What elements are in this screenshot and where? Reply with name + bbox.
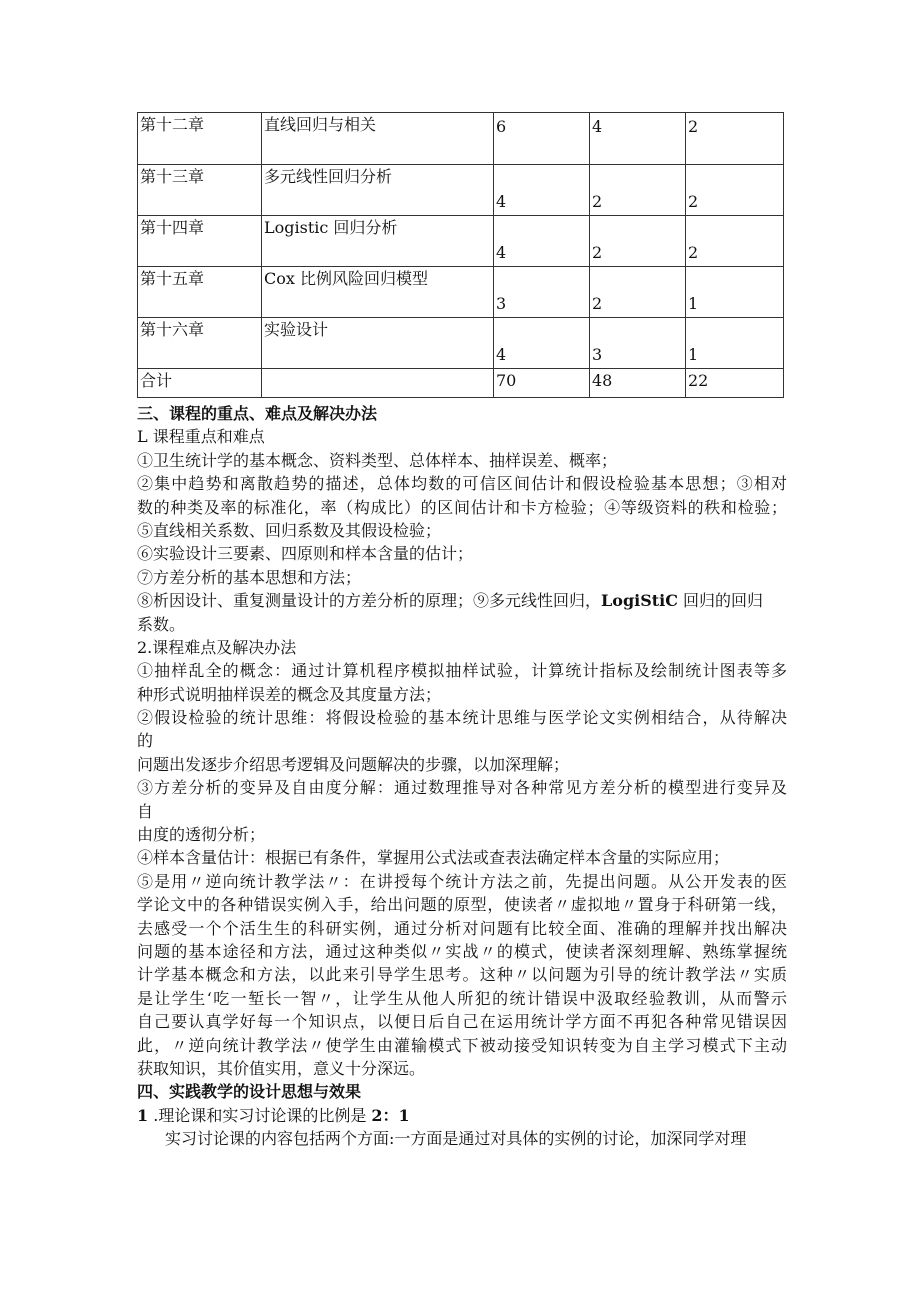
hours-total-cell: 6	[494, 113, 590, 165]
document-body	[137, 402, 787, 1151]
paragraph-line: 实习讨论课的内容包括两个方面:一方面是通过对具体的实例的讨论，加深同学对理	[165, 1129, 747, 1149]
subheading-ratio	[137, 1104, 787, 1127]
paragraph-line: 种形式说明抽样误差的概念及其度量方法；	[137, 684, 442, 704]
paragraph-line: ②集中趋势和离散趋势的描述，总体均数的可信区间估计和假设检验基本思想；③相对	[137, 474, 787, 494]
paragraph-line: 去感受一个个活生生的科研实例，通过分析对问题有比较全面、准确的理解并找出解决	[137, 918, 787, 938]
ratio-value: 2：1	[371, 1105, 410, 1125]
paragraph-line: 自	[137, 801, 154, 821]
paragraph-line: ②假设检验的统计思维：将假设检验的基本统计思维与医学论文实例相结合，从待解决	[137, 708, 787, 728]
paragraph-line: 数的种类及率的标准化，率（构成比）的区间估计和卡方检验；④等级资料的秩和检验；	[137, 497, 787, 517]
title-cell: 多元线性回归分析	[262, 165, 494, 216]
table-row	[138, 267, 784, 318]
hours-total-cell: 4	[494, 318, 590, 369]
total-hours-cell: 70	[494, 369, 590, 398]
paragraph-line: 是让学生‘吃一堑长一智〃，让学生从他人所犯的统计错误中汲取经验教训，从而警示	[137, 988, 787, 1008]
title-cell: 实验设计	[262, 318, 494, 369]
paragraph-line: ①抽样乱全的概念：通过计算机程序模拟抽样试验，计算统计指标及绘制统计图表等多	[137, 661, 787, 681]
hours-total-cell: 4	[494, 216, 590, 267]
paragraph-line: ①卫生统计学的基本概念、资料类型、总体样本、抽样误差、概率；	[137, 450, 618, 470]
hours-practice-cell: 1	[686, 318, 784, 369]
table-total-row	[138, 369, 784, 398]
text-span: 回归的回归	[677, 591, 764, 611]
hours-theory-cell: 2	[590, 267, 686, 318]
hours-theory-cell: 2	[590, 216, 686, 267]
table-row	[138, 318, 784, 369]
chapter-cell: 第十三章	[138, 165, 262, 216]
list-number: 1	[137, 1105, 149, 1125]
chapter-cell: 第十二章	[138, 113, 262, 165]
paragraph-line: ⑥实验设计三要素、四原则和样本含量的估计；	[137, 544, 474, 564]
hours-practice-cell: 2	[686, 216, 784, 267]
section-heading-4: 四、实践教学的设计思想与效果	[137, 1082, 362, 1102]
section-heading-3: 三、课程的重点、难点及解决办法	[137, 404, 378, 423]
paragraph-line: 计学基本概念和方法，以此来引导学生思考。这种〃以问题为引导的统计教学法〃实质	[137, 965, 787, 985]
paragraph-line: ④样本含量估计：根据已有条件，掌握用公式法或查表法确定样本含量的实际应用；	[137, 848, 730, 868]
total-theory-cell: 48	[590, 369, 686, 398]
paragraph-line: 学论文中的各种错误实例入手，给出问题的原型，使读者〃虚拟地〃置身于科研第一线，	[137, 895, 787, 915]
paragraph-line: ⑦方差分析的基本思想和方法；	[137, 567, 362, 587]
hours-total-cell: 4	[494, 165, 590, 216]
chapter-cell: 第十四章	[138, 216, 262, 267]
subheading-key-points: L 课程重点和难点	[137, 427, 265, 447]
hours-practice-cell: 1	[686, 267, 784, 318]
paragraph-line	[137, 589, 787, 612]
hours-theory-cell: 2	[590, 165, 686, 216]
subheading-difficulties: 2.课程难点及解决办法	[137, 637, 297, 657]
hours-practice-cell: 2	[686, 165, 784, 216]
title-cell: 直线回归与相关	[262, 113, 494, 165]
table-row	[138, 113, 784, 165]
paragraph-line: ⑤是用〃逆向统计教学法〃：在讲授每个统计方法之前，先提出问题。从公开发表的医	[137, 871, 787, 891]
text-span: ⑧析因设计、重复测量设计的方差分析的原理；⑨多元线性回归，	[137, 591, 602, 611]
hours-practice-cell: 2	[686, 113, 784, 165]
paragraph-line: 系数。	[137, 614, 186, 634]
paragraph-line: 获取知识，其价值实用，意义十分深远。	[137, 1058, 426, 1078]
hours-theory-cell: 3	[590, 318, 686, 369]
table-row	[138, 165, 784, 216]
paragraph-line: 此，〃逆向统计教学法〃使学生由灌输模式下被动接受知识转变为自主学习模式下主动	[137, 1035, 787, 1055]
paragraph-line: ⑤直线相关系数、回归系数及其假设检验；	[137, 520, 442, 540]
chapter-cell: 第十六章	[138, 318, 262, 369]
hours-theory-cell: 4	[590, 113, 686, 165]
paragraph-line: 的	[137, 731, 154, 751]
table-row	[138, 216, 784, 267]
title-cell: Cox 比例风险回归模型	[262, 267, 494, 318]
total-label-cell: 合计	[138, 369, 262, 398]
total-practice-cell: 22	[686, 369, 784, 398]
paragraph-line: 问题出发逐步介绍思考逻辑及问题解决的步骤，以加深理解；	[137, 754, 570, 774]
paragraph-line: 自己要认真学好每一个知识点，以便日后自己在运用统计学方面不再犯各种常见错误因	[137, 1012, 787, 1032]
paragraph-line: ③方差分析的变异及自由度分解：通过数理推导对各种常见方差分析的模型进行变异及	[137, 778, 787, 798]
logistic-term: LogiStiC	[601, 591, 678, 611]
course-hours-table	[137, 112, 784, 398]
paragraph-line: 由度的透彻分析；	[137, 825, 266, 845]
hours-total-cell: 3	[494, 267, 590, 318]
paragraph-line: 问题的基本途径和方法，通过这种类似〃实战〃的模式，使读者深刻理解、熟练掌握统	[137, 941, 787, 961]
text-span: .理论课和实习讨论课的比例是	[148, 1105, 372, 1125]
total-empty-cell	[262, 369, 494, 398]
chapter-cell: 第十五章	[138, 267, 262, 318]
title-cell: Logistic 回归分析	[262, 216, 494, 267]
